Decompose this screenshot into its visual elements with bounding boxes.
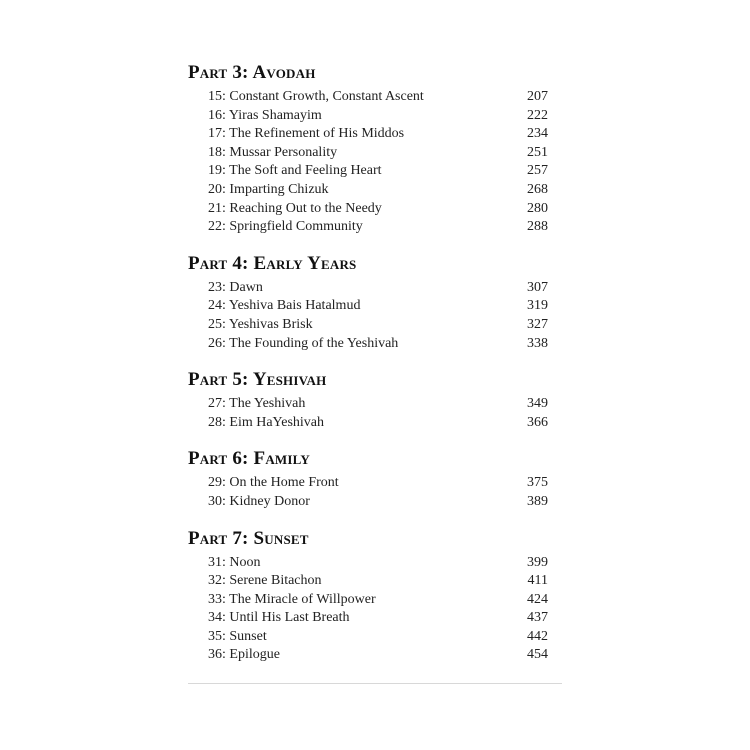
- entry-title: 16: Yiras Shamayim: [208, 107, 322, 123]
- entry-title: 22: Springfield Community: [208, 219, 363, 235]
- entry-page-number: 375: [527, 475, 548, 491]
- entry-title: 15: Constant Growth, Constant Ascent: [208, 89, 424, 104]
- toc-entry-list: [188, 554, 562, 666]
- toc-part-5: [188, 369, 562, 432]
- entry-title: 35: Sunset: [208, 628, 267, 644]
- entry-title: 19: The Soft and Feeling Heart: [208, 163, 382, 179]
- entry-page-number: 349: [527, 396, 548, 412]
- entry-title: 33: The Miracle of Willpower: [208, 591, 376, 607]
- entry-title: 27: The Yeshivah: [208, 396, 306, 412]
- toc-part-3: [188, 62, 562, 237]
- entry-title: 21: Reaching Out to the Needy: [208, 200, 382, 216]
- entry-title: 29: On the Home Front: [208, 475, 339, 491]
- toc-part-6: [188, 448, 562, 511]
- entry-page-number: 389: [527, 493, 548, 509]
- part-heading: Part 5: Yeshivah: [188, 369, 327, 391]
- toc-entry[interactable]: [188, 125, 562, 144]
- entry-page-number: 234: [527, 126, 548, 142]
- toc-entry-list: [188, 474, 562, 511]
- toc-part-4: [188, 253, 562, 353]
- entry-title: 26: The Founding of the Yeshivah: [208, 335, 399, 351]
- toc-entry[interactable]: [188, 414, 562, 433]
- part-heading: Part 3: Avodah: [188, 62, 316, 83]
- toc-entry-list: [188, 395, 562, 432]
- toc-entry[interactable]: [188, 88, 562, 107]
- entry-title: 34: Until His Last Breath: [208, 610, 350, 626]
- entry-page-number: 442: [527, 628, 548, 644]
- entry-page-number: 424: [527, 591, 548, 607]
- entry-page-number: 280: [527, 200, 548, 216]
- entry-page-number: 437: [527, 610, 548, 626]
- toc-entry[interactable]: [188, 200, 562, 219]
- toc-entry[interactable]: [188, 591, 562, 610]
- entry-title: 32: Serene Bitachon: [208, 573, 322, 589]
- toc-entry[interactable]: [188, 493, 562, 512]
- toc-entry[interactable]: [188, 181, 562, 200]
- toc-entry[interactable]: [188, 107, 562, 126]
- entry-title: 20: Imparting Chizuk: [208, 181, 329, 197]
- entry-page-number: 366: [527, 414, 548, 430]
- toc-entry[interactable]: [188, 395, 562, 414]
- entry-page-number: 307: [527, 279, 548, 295]
- toc-entry[interactable]: [188, 297, 562, 316]
- entry-title: 31: Noon: [208, 554, 261, 570]
- bottom-divider: [188, 683, 562, 684]
- toc-entry-list: [188, 279, 562, 353]
- entry-title: 30: Kidney Donor: [208, 493, 310, 509]
- entry-title: 28: Eim HaYeshivah: [208, 414, 325, 430]
- toc-entry[interactable]: [188, 144, 562, 163]
- toc-entry[interactable]: [188, 218, 562, 237]
- part-heading: Part 4: Early Years: [188, 252, 357, 274]
- toc-entry[interactable]: [188, 474, 562, 493]
- entry-page-number: 338: [527, 335, 548, 351]
- part-heading: Part 6: Family: [188, 448, 310, 470]
- toc-entry[interactable]: [188, 646, 562, 665]
- entry-page-number: 268: [527, 181, 548, 197]
- entry-title: 36: Epilogue: [208, 647, 280, 663]
- toc-entry[interactable]: [188, 316, 562, 335]
- toc-entry[interactable]: [188, 554, 562, 573]
- entry-page-number: 399: [527, 554, 548, 570]
- entry-title: 24: Yeshiva Bais Hatalmud: [208, 298, 361, 314]
- entry-page-number: 222: [527, 107, 548, 123]
- entry-page-number: 319: [527, 298, 548, 314]
- toc-entry[interactable]: [188, 572, 562, 591]
- entry-page-number: 411: [527, 573, 548, 589]
- entry-page-number: 288: [527, 219, 548, 235]
- entry-title: 25: Yeshivas Brisk: [208, 316, 313, 332]
- toc-entry[interactable]: [188, 335, 562, 354]
- table-of-contents: [188, 62, 562, 684]
- toc-entry[interactable]: [188, 628, 562, 647]
- toc-part-7: [188, 528, 562, 666]
- entry-page-number: 327: [527, 316, 548, 332]
- toc-entry-list: [188, 88, 562, 237]
- entry-title: 23: Dawn: [208, 279, 263, 295]
- entry-title: 17: The Refinement of His Middos: [208, 126, 405, 142]
- entry-page-number: 454: [527, 647, 548, 663]
- entry-page-number: 251: [527, 144, 548, 160]
- entry-page-number: 257: [527, 163, 548, 179]
- entry-title: 18: Mussar Personality: [208, 144, 338, 160]
- toc-entry[interactable]: [188, 279, 562, 298]
- toc-entry[interactable]: [188, 162, 562, 181]
- part-heading: Part 7: Sunset: [188, 527, 309, 549]
- entry-page-number: 207: [527, 89, 548, 104]
- toc-entry[interactable]: [188, 609, 562, 628]
